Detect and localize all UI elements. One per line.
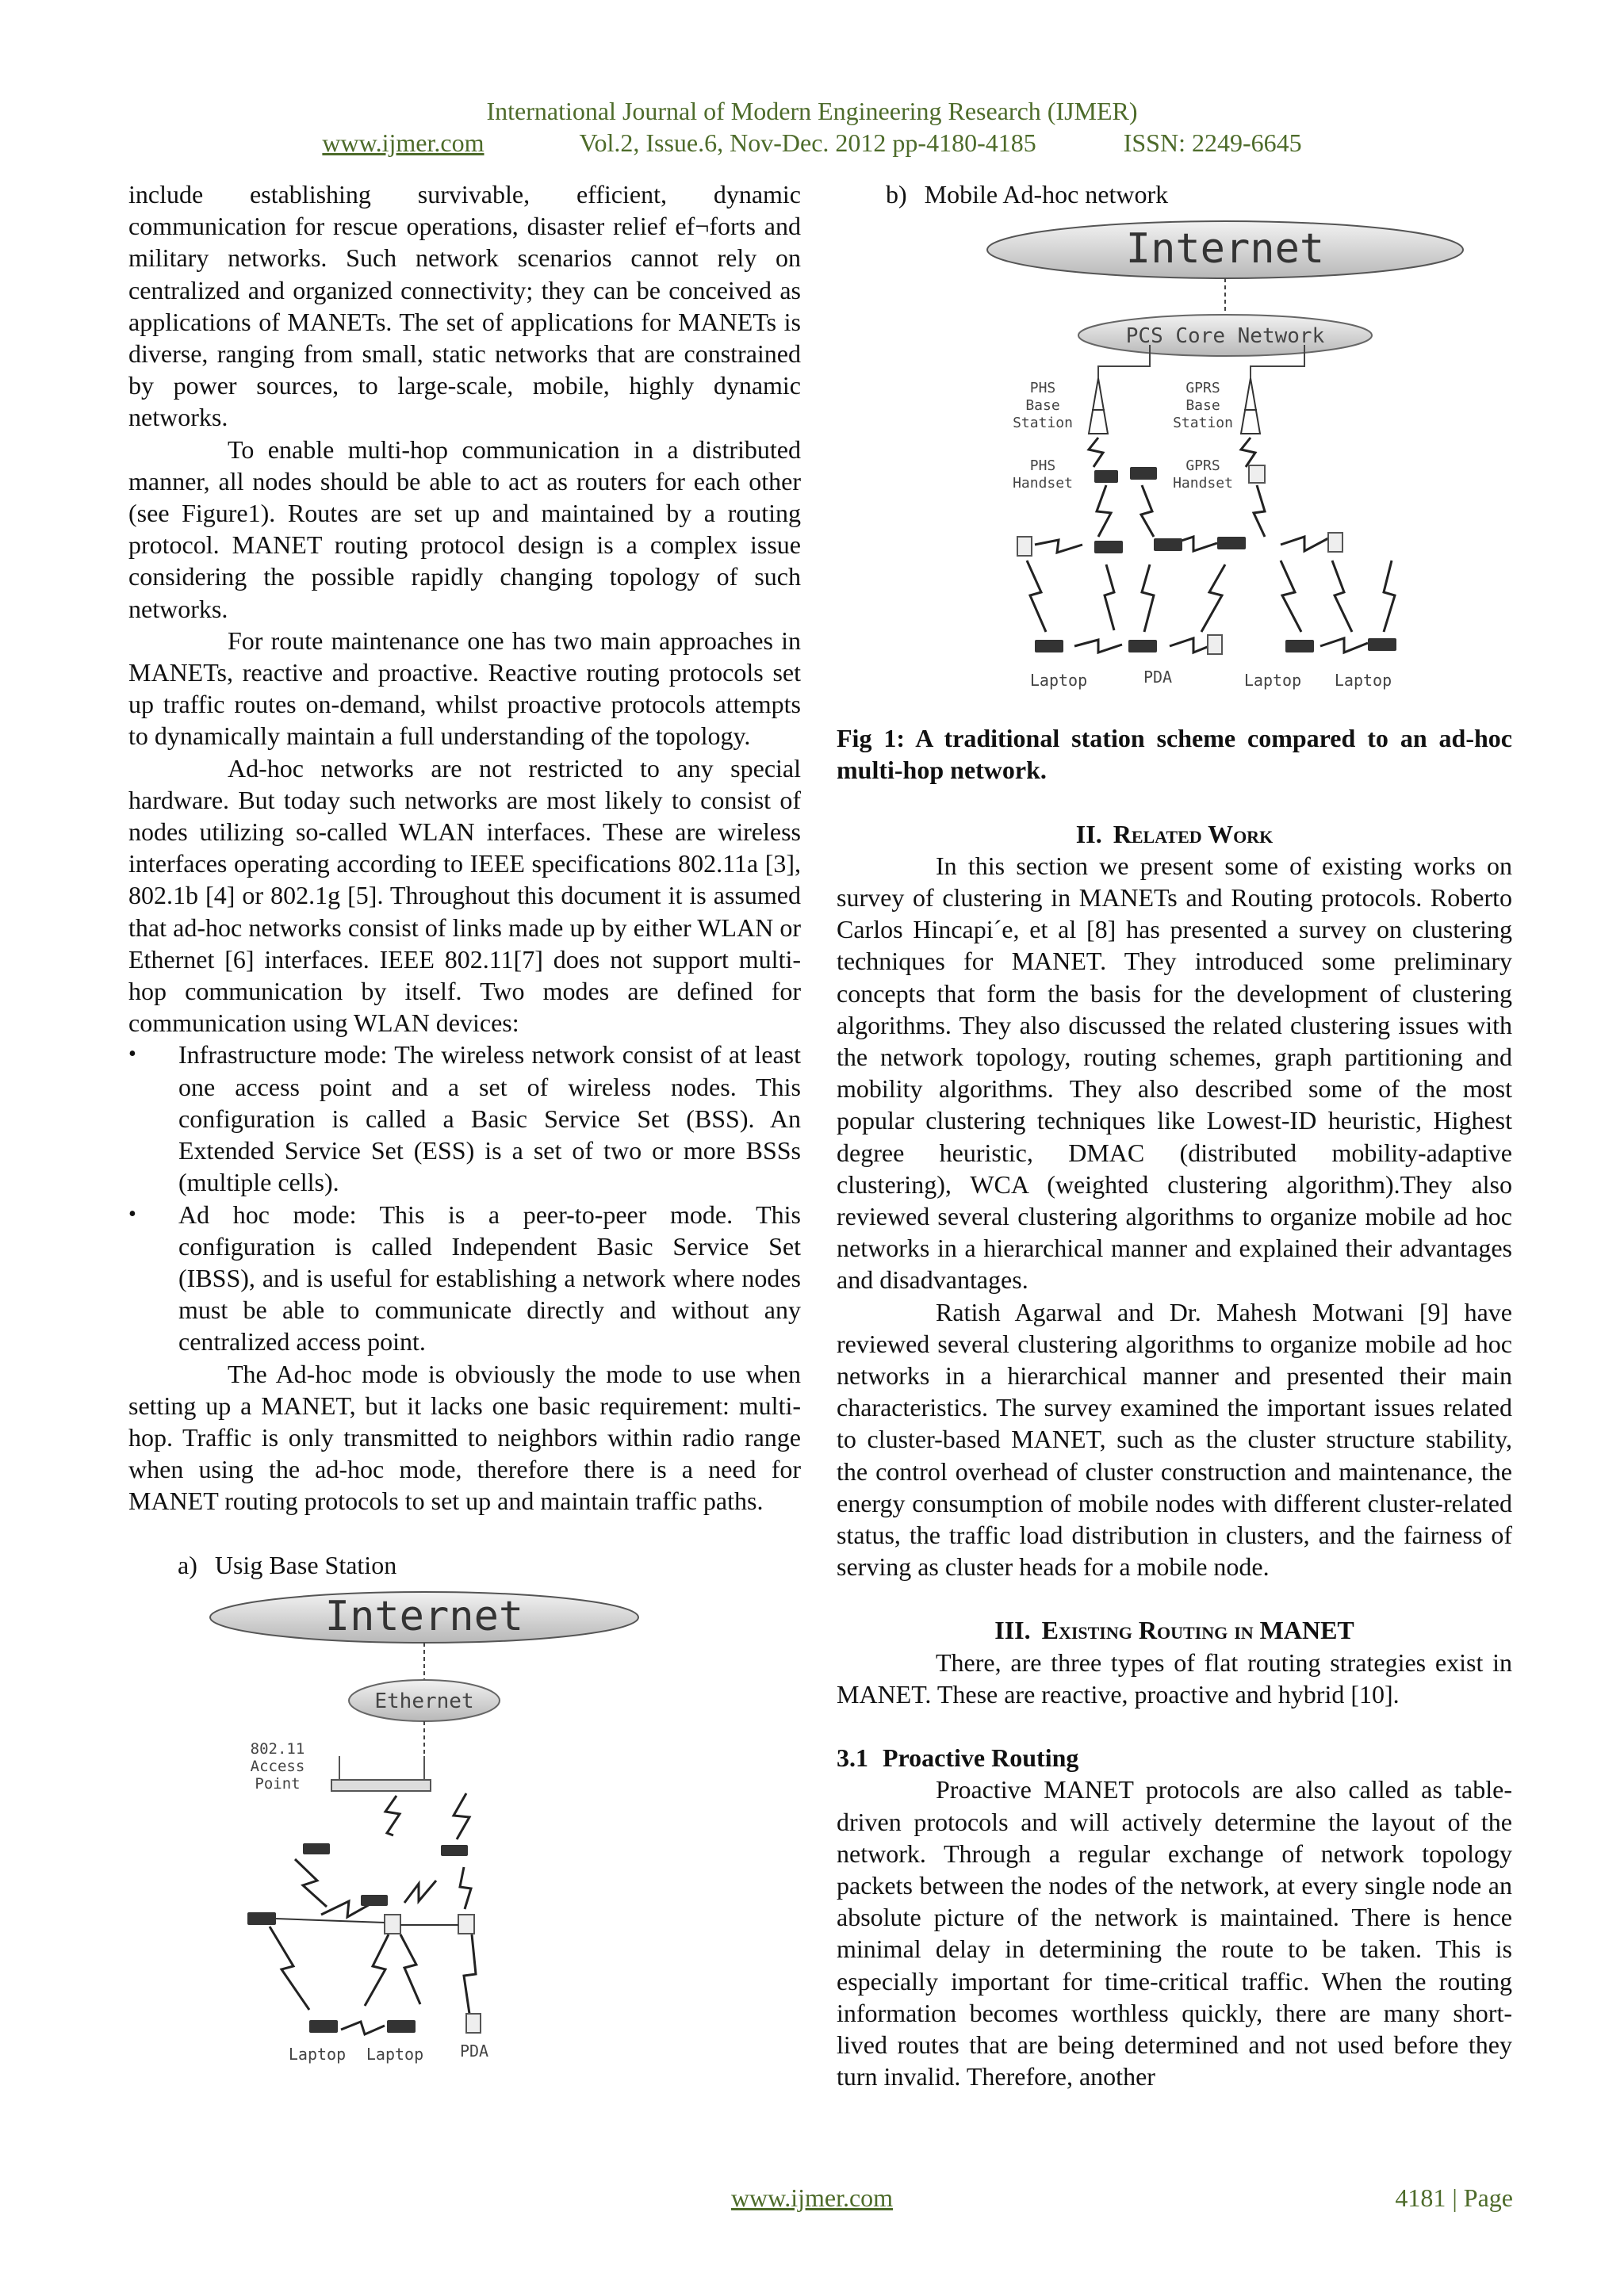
wireless-link — [1105, 564, 1114, 630]
laptop-label: Laptop — [1243, 671, 1302, 691]
phs-handset-label-1: PHS — [1029, 457, 1056, 475]
pda-icon — [458, 1915, 474, 1934]
handset-icon — [1094, 470, 1118, 483]
laptop-icon — [247, 1912, 276, 1925]
subsection-number: 3.1 — [837, 1743, 868, 1773]
section-heading — [837, 818, 1512, 850]
laptop-icon — [1217, 537, 1246, 549]
wireless-link — [1384, 561, 1395, 632]
wireless-link — [1241, 438, 1255, 467]
laptop-icon — [1368, 638, 1396, 651]
laptop-icon — [441, 1845, 468, 1856]
gprs-base-label-2: Base — [1185, 397, 1220, 415]
access-point-device — [331, 1780, 431, 1791]
wireless-link — [1089, 438, 1103, 467]
ap-label-1: 802.11 — [250, 1739, 305, 1758]
tower-icon — [1241, 378, 1260, 434]
laptop-icon — [303, 1843, 330, 1854]
wireless-link — [404, 1881, 436, 1903]
ethernet-label: Ethernet — [374, 1689, 474, 1713]
wireless-link — [365, 1934, 389, 2006]
paragraph: There, are three types of flat routing strategies exist in MANET. These are reactive, proactive and hybrid [10]. — [837, 1647, 1512, 1709]
tower-icon — [1089, 378, 1108, 434]
bullet-item: • Ad hoc mode: This is a peer-to-peer mode. This configuration is called Independent Basic Service Set (IBSS), and is useful for establishing a network where nodes must be able to communicate directly and without any centralized access point. — [128, 1199, 801, 1358]
laptop-label: Laptop — [1334, 671, 1392, 691]
core-network-label: PCS Core Network — [1125, 324, 1325, 349]
paragraph: Ratish Agarwal and Dr. Mahesh Motwani [9] have reviewed several clustering algorithms to organize mobile ad hoc networks in a hierarchical manner and presented their main characteristics. The survey examined the important issues related to cluster-based MANET, such as the cluster structure stability, the control overhead of cluster construction and maintenance, the energy consumption of mobile nodes with different cluster-related status, the traffic load distribution in clusters, and the fairness of serving as cluster heads for a mobile node. — [837, 1297, 1512, 1582]
gprs-base-label-1: GPRS — [1185, 380, 1220, 397]
paragraph: Ad-hoc networks are not restricted to any special hardware. But today such networks are most likely to consist of nodes utilizing so-called WLAN interfaces. These are wireless interfaces operating according to IEEE specifications 802.11a [3], 802.1b [4] or 802.1g [5]. Throughout this document it is assumed that ad-hoc networks consist of links made up by either WLAN or Ethernet [6] interfaces. IEEE 802.11[7] does not support multi-hop communication by itself. Two modes are defined for communication using WLAN devices: — [128, 753, 801, 1038]
phs-handset-label-2: Handset — [1013, 475, 1073, 492]
laptop-icon — [387, 2020, 416, 2033]
gprs-base-label-3: Station — [1173, 415, 1233, 432]
wireless-link — [1281, 561, 1301, 632]
subsection-heading — [837, 1742, 1512, 1774]
gprs-handset-label-1: GPRS — [1185, 457, 1220, 475]
wireless-link — [464, 1934, 476, 2014]
wireless-link — [1074, 640, 1122, 652]
ap-label-3: Point — [255, 1774, 301, 1793]
phs-base-label-2: Base — [1025, 397, 1060, 415]
header-meta — [0, 127, 1624, 159]
paragraph: For route maintenance one has two main approaches in MANETs, reactive and proactive. Reactive routing protocols set up traffic routes on-demand, whilst proactive protocols attempts to dynamically maintain a full understanding of the topology. — [128, 626, 801, 751]
wireless-link — [1035, 540, 1082, 553]
figure-a-label — [128, 1549, 801, 1581]
figure-a-marker: a) — [178, 1550, 197, 1579]
figure-b-marker: b) — [886, 180, 907, 209]
wireless-link — [460, 1867, 471, 1909]
pda-icon — [466, 2014, 481, 2033]
header-url-link[interactable]: www.ijmer.com — [322, 128, 485, 157]
internet-label: Internet — [324, 1592, 524, 1640]
wireless-link — [1027, 561, 1046, 632]
paragraph: Proactive MANET protocols are also called as table-driven protocols and will actively determine the layout of the network. Through a regular exchange of network topology packets between the nodes of the network, at every single node an absolute picture of the network is maintained. There is hence minimal delay in determining the route to be taken. This is especially important for time-critical traffic. When the routing information becomes worthless quickly, there are many short-lived routes that are being determined and not used before they turn invalid. Therefore, another — [837, 1775, 1512, 2091]
wireless-link — [295, 1859, 327, 1907]
pda-icon — [1328, 533, 1342, 552]
figure-b-diagram — [837, 212, 1471, 703]
subsection-title: Proactive Routing — [883, 1743, 1079, 1773]
phs-base-label-3: Station — [1013, 415, 1073, 432]
pda-icon — [1249, 465, 1265, 483]
paragraph: include establishing survivable, efficient, dynamic communication for rescue operations, disaster relief ef¬forts and military networks. Such network scenarios cannot rely on centralized and organized connectivity; they can be conceived as applications of MANETs. The set of applications for MANETs is diverse, ranging from small, static networks that are constrained by power sources, to large-scale, mobile, highly dynamic networks. — [128, 180, 801, 432]
wireless-link — [1320, 638, 1368, 652]
right-column — [837, 178, 1512, 2092]
page-number: 4181 | Page — [1395, 2183, 1513, 2212]
footer-url-link[interactable]: www.ijmer.com — [730, 2183, 894, 2212]
wireless-link — [400, 1934, 420, 2004]
laptop-icon — [1094, 541, 1123, 553]
figure-a-title: Usig Base Station — [214, 1550, 397, 1579]
figure-a-diagram — [206, 1586, 761, 2077]
pda-icon — [1017, 537, 1032, 556]
wireless-link — [454, 1793, 469, 1839]
header-volume: Vol.2, Issue.6, Nov-Dec. 2012 pp-4180-4185 — [579, 128, 1036, 157]
handset-icon — [1130, 467, 1157, 480]
wireless-link — [341, 2022, 385, 2034]
laptop-icon — [309, 2020, 338, 2033]
pda-label: PDA — [1143, 668, 1173, 687]
laptop-icon — [1128, 640, 1157, 652]
figure-b — [837, 212, 1512, 703]
left-column — [128, 178, 801, 2077]
laptop-icon — [1154, 538, 1182, 551]
pda-icon — [385, 1915, 400, 1934]
ap-label-2: Access — [250, 1757, 305, 1775]
wireless-link — [1141, 485, 1154, 537]
paragraph: To enable multi-hop communication in a distributed manner, all nodes should be able to act as routers for each other (see Figure1). Routes are set up and maintained by a routing protocol. MANET routing protocol design is a complex issue considering the possible rapidly changing topology of such networks. — [128, 434, 801, 623]
bullet-list — [128, 1039, 801, 1357]
network-nodes — [247, 1843, 468, 2033]
wireless-link — [270, 1927, 309, 2010]
paragraph: In this section we present some of existing works on survey of clustering in MANETs and Routing protocols. Roberto Carlos Hincapi´e, et al [8] has presented a survey on clustering techniques for MANET. They introduced some preliminary concepts that form the basis for the development of clustering algorithms. They also discussed the related clustering issues with the network topology, routing schemes, graph partitioning and mobility algorithms. They also described some of the most popular clustering techniques like Lowest-ID heuristic, Highest degree heuristic, DMAC (distributed mobility-adaptive clustering), WCA (weighted clustering algorithm).They also reviewed several clustering algorithms to organize mobile ad hoc networks in a hierarchical manner and explained their advantages and disadvantages. — [837, 851, 1512, 1295]
laptop-label: Laptop — [1029, 671, 1088, 691]
wireless-link — [385, 1796, 400, 1835]
section-heading — [837, 1614, 1512, 1646]
wireless-link — [1332, 561, 1352, 632]
wireless-link — [1281, 537, 1328, 551]
internet-label: Internet — [1125, 225, 1325, 274]
wireless-link — [1201, 564, 1225, 632]
figure-b-label — [837, 178, 1512, 210]
bullet-item: • Infrastructure mode: The wireless network consist of at least one access point and a set of wireless nodes. This configuration is called a Basic Service Set (BSS). An Extended Service Set (ESS) is a set of two or more BSSs (multiple cells). — [128, 1039, 801, 1198]
figure-caption: Fig 1: A traditional station scheme compared to an ad-hoc multi-hop network. — [837, 724, 1512, 785]
gprs-handset-label-2: Handset — [1173, 475, 1233, 492]
section-number: III. — [994, 1616, 1031, 1645]
laptop-icon — [1035, 640, 1063, 652]
section-title: Existing Routing in MANET — [1041, 1616, 1354, 1645]
paragraph: The Ad-hoc mode is obviously the mode to use when setting up a MANET, but it lacks one basic requirement: multi-hop. Traffic is only transmitted to neighbors within radio range when using the ad-hoc mode, therefore there is a need for MANET routing protocols to set up and maintain traffic paths. — [128, 1359, 801, 1516]
journal-title: International Journal of Modern Engineering Research (IJMER) — [486, 97, 1138, 125]
pda-label: PDA — [459, 2041, 489, 2061]
wireless-link — [1097, 485, 1111, 537]
figure-a — [128, 1586, 801, 2077]
laptop-icon — [1285, 640, 1314, 652]
wireless-link — [1254, 485, 1265, 537]
laptop-label: Laptop — [288, 2044, 347, 2064]
section-title: Related Work — [1113, 819, 1274, 848]
wireless-link — [1142, 564, 1154, 632]
section-number: II. — [1075, 819, 1102, 848]
phs-base-label-1: PHS — [1029, 380, 1056, 397]
laptop-icon — [361, 1895, 388, 1906]
figure-b-title: Mobile Ad-hoc network — [924, 180, 1169, 209]
pda-icon — [1208, 635, 1222, 654]
header-issn: ISSN: 2249-6645 — [1123, 128, 1302, 157]
laptop-label: Laptop — [366, 2044, 424, 2064]
